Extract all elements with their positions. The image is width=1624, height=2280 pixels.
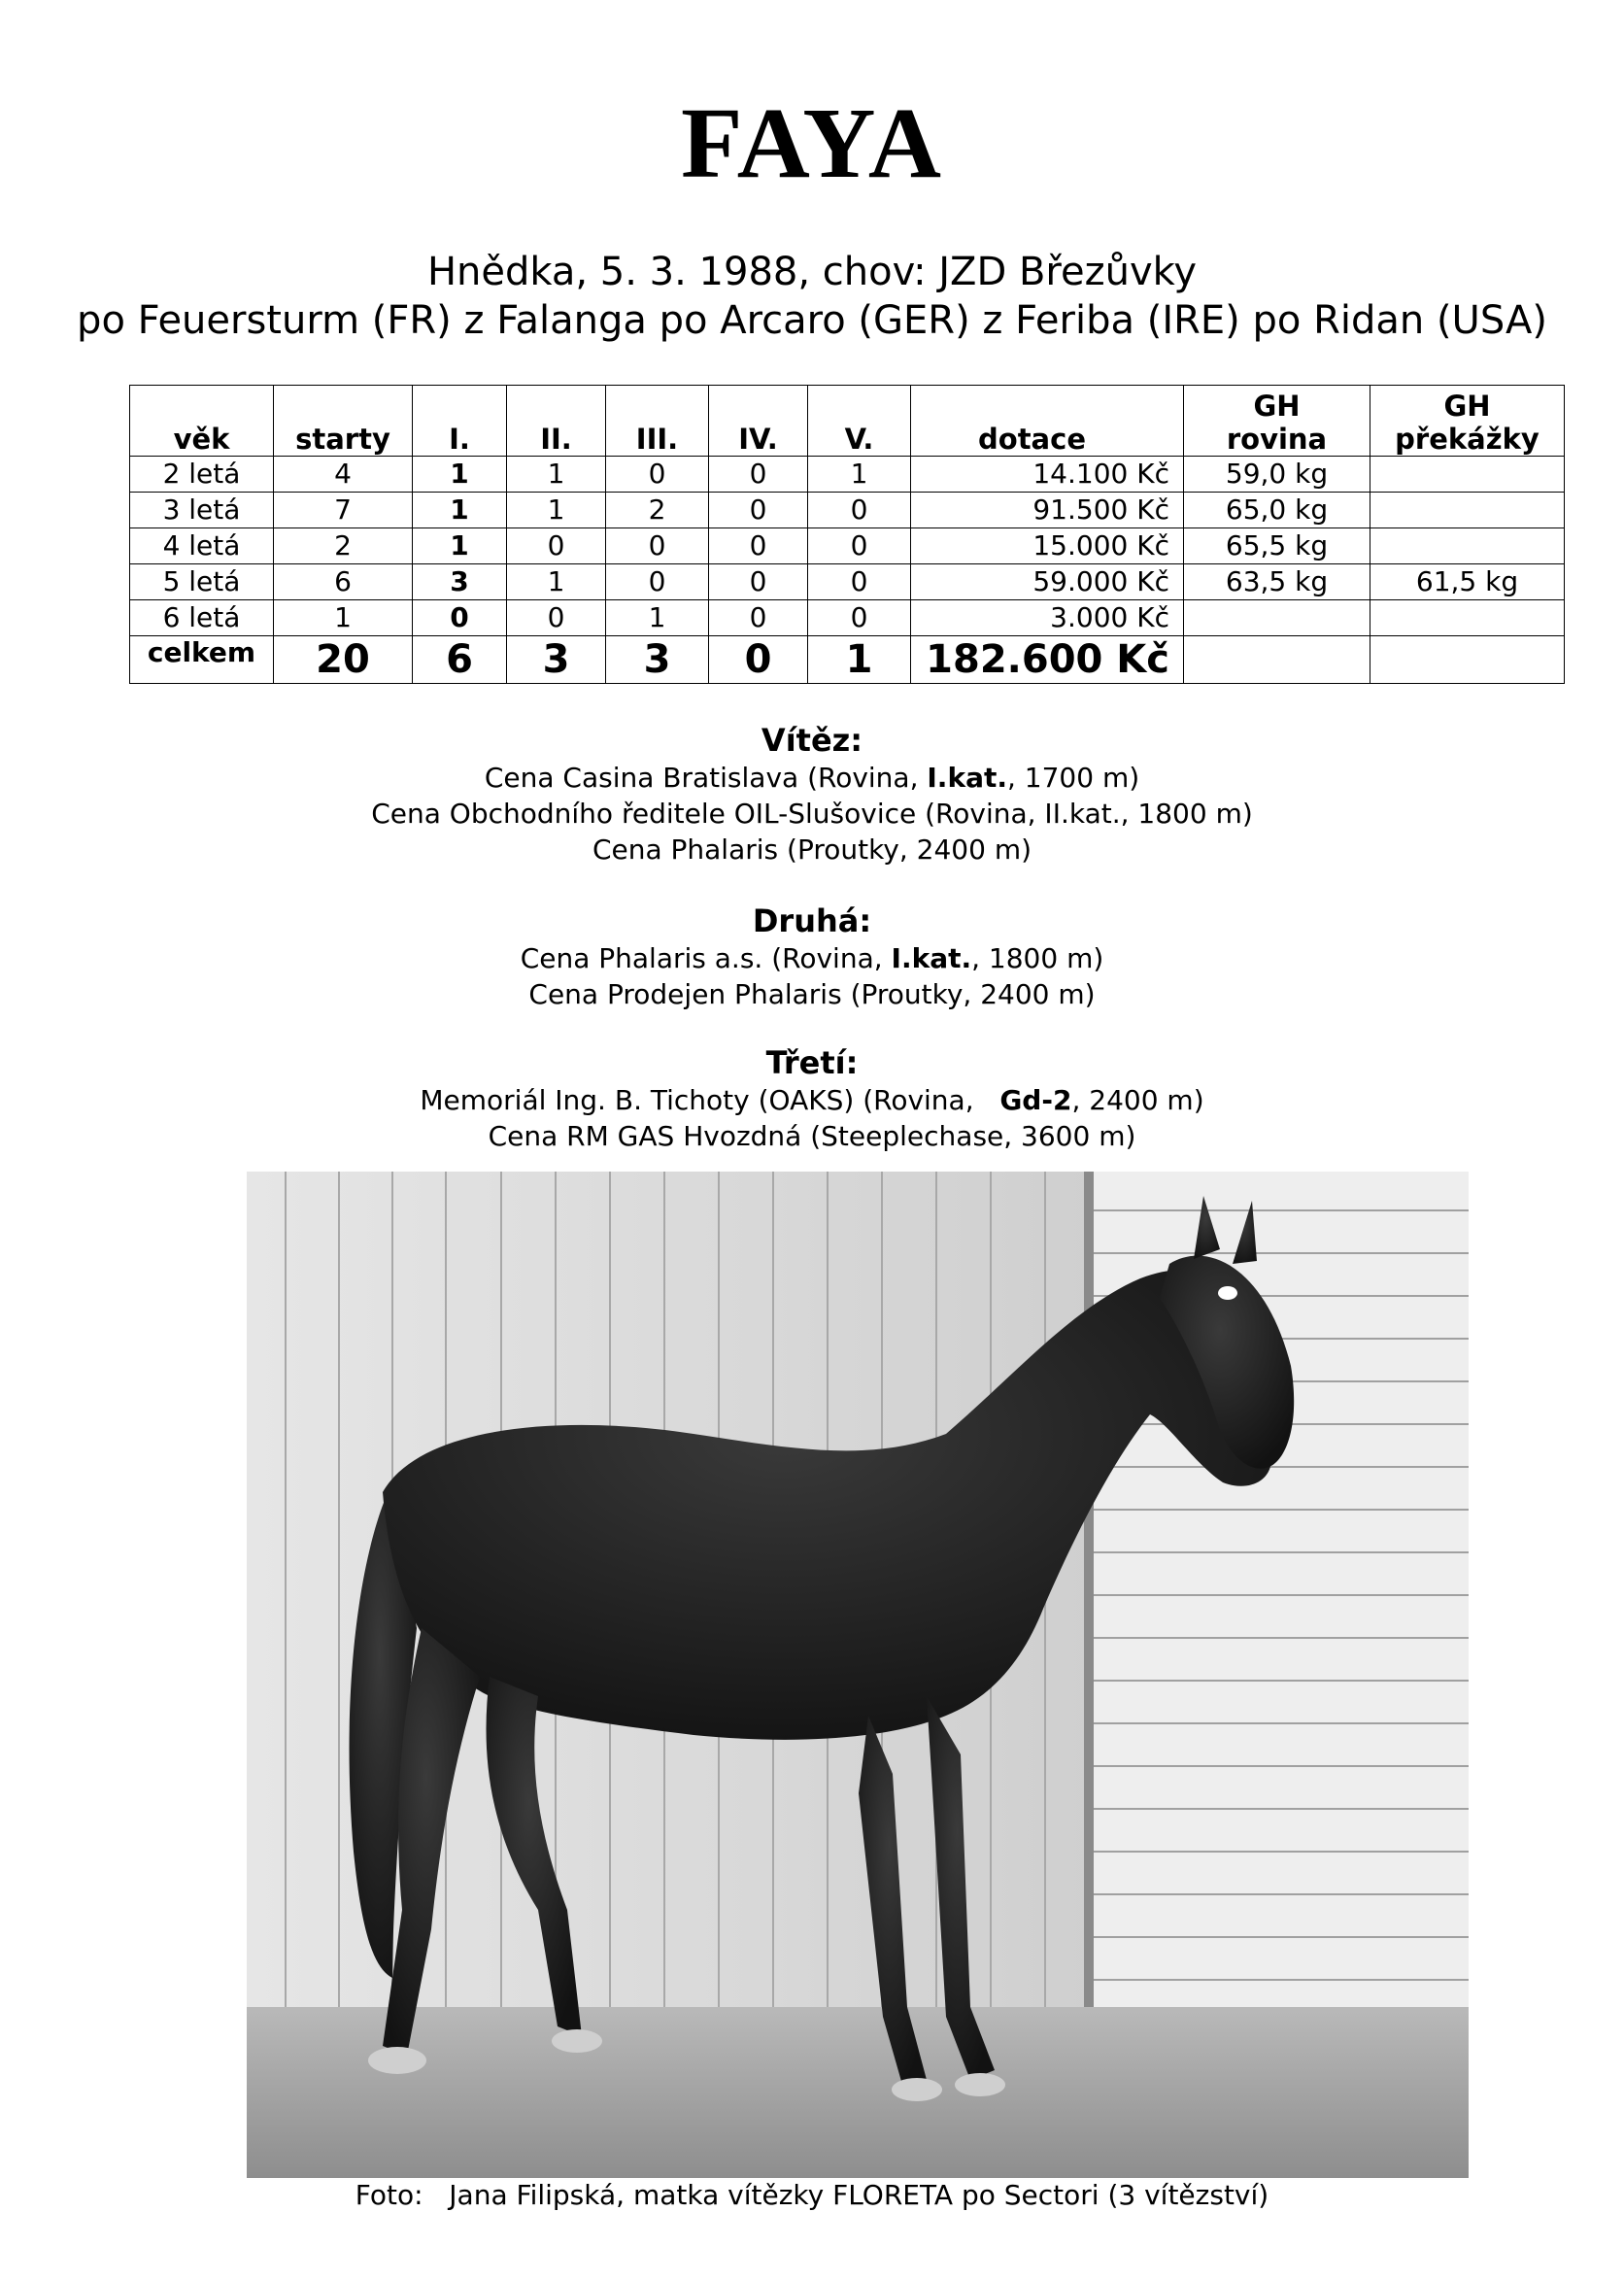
winner-heading: Vítěz: [761, 722, 863, 759]
cell-second: 1 [507, 564, 606, 600]
winner-race-2: Cena Obchodního ředitele OIL-Slušovice (Rovina, II.kat., 1800 m) [371, 798, 1253, 830]
second-race-1 [0, 940, 1624, 976]
table-row [130, 493, 1565, 528]
cell-fifth: 0 [808, 493, 911, 528]
cell-third: 2 [606, 493, 709, 528]
cell-first: 3 [413, 564, 507, 600]
second-heading: Druhá: [752, 902, 872, 939]
table-header-row [130, 386, 1565, 457]
cell-fifth: 0 [808, 600, 911, 636]
cell-fourth: 0 [709, 600, 808, 636]
cell-first: 1 [413, 457, 507, 493]
cell-starts: 4 [274, 457, 413, 493]
cell-third: 0 [606, 528, 709, 564]
header-gh-flat [1184, 386, 1370, 457]
second-race-1-text: Cena Phalaris a.s. (Rovina, [520, 942, 892, 974]
header-third: III. [606, 386, 709, 457]
cell-fifth: 0 [808, 564, 911, 600]
cell-total-starts: 20 [274, 636, 413, 684]
third-race-1 [0, 1082, 1624, 1118]
cell-gh-flat [1184, 600, 1370, 636]
winner-race-1-category: I.kat. [927, 762, 1007, 794]
second-race-1-category: I.kat. [891, 942, 972, 974]
cell-total-second: 3 [507, 636, 606, 684]
photo-caption: Foto: Jana Filipská, matka vítězky FLORETA po Sectori (3 vítězství) [355, 2179, 1269, 2211]
table-row [130, 457, 1565, 493]
cell-third: 1 [606, 600, 709, 636]
cell-fourth: 0 [709, 564, 808, 600]
cell-first: 1 [413, 528, 507, 564]
cell-total-label: celkem [130, 636, 274, 684]
header-gh-jump [1370, 386, 1565, 457]
cell-fifth: 0 [808, 528, 911, 564]
race-stats-table [129, 385, 1565, 684]
winner-race-1 [0, 760, 1624, 796]
cell-total-fourth: 0 [709, 636, 808, 684]
cell-age: 6 letá [130, 600, 274, 636]
cell-gh-jump [1370, 528, 1565, 564]
horse-photo [247, 1172, 1469, 2178]
cell-second: 0 [507, 528, 606, 564]
cell-gh-flat: 65,0 kg [1184, 493, 1370, 528]
winner-section [0, 721, 1624, 868]
cell-total-fifth: 1 [808, 636, 911, 684]
cell-gh-jump: 61,5 kg [1370, 564, 1565, 600]
cell-age: 4 letá [130, 528, 274, 564]
third-race-1-tail: , 2400 m) [1071, 1084, 1204, 1116]
cell-starts: 7 [274, 493, 413, 528]
cell-gh-flat: 63,5 kg [1184, 564, 1370, 600]
table-row [130, 600, 1565, 636]
cell-fifth: 1 [808, 457, 911, 493]
cell-fourth: 0 [709, 457, 808, 493]
cell-total-gh-jump [1370, 636, 1565, 684]
horse-description: Hnědka, 5. 3. 1988, chov: JZD Březůvky [426, 250, 1198, 294]
header-second: II. [507, 386, 606, 457]
header-fifth: V. [808, 386, 911, 457]
header-prize: dotace [911, 386, 1184, 457]
cell-first: 1 [413, 493, 507, 528]
third-race-1-text: Memoriál Ing. B. Tichoty (OAKS) (Rovina, [420, 1084, 1000, 1116]
header-starts: starty [274, 386, 413, 457]
pedigree-line: po Feuersturm (FR) z Falanga po Arcaro (GER) z Feriba (IRE) po Ridan (USA) [77, 298, 1547, 343]
cell-gh-jump [1370, 600, 1565, 636]
cell-prize: 59.000 Kč [911, 564, 1184, 600]
second-race-1-tail: , 1800 m) [971, 942, 1104, 974]
winner-race-1-tail: , 1700 m) [1006, 762, 1140, 794]
cell-third: 0 [606, 564, 709, 600]
cell-starts: 6 [274, 564, 413, 600]
cell-fourth: 0 [709, 528, 808, 564]
cell-prize: 15.000 Kč [911, 528, 1184, 564]
cell-prize: 91.500 Kč [911, 493, 1184, 528]
header-gh-flat-line1: GH [1253, 390, 1301, 423]
cell-age: 5 letá [130, 564, 274, 600]
cell-age: 3 letá [130, 493, 274, 528]
cell-prize: 14.100 Kč [911, 457, 1184, 493]
cell-fourth: 0 [709, 493, 808, 528]
third-race-1-category: Gd-2 [999, 1084, 1072, 1116]
cell-total-third: 3 [606, 636, 709, 684]
cell-second: 1 [507, 493, 606, 528]
header-first: I. [413, 386, 507, 457]
header-fourth: IV. [709, 386, 808, 457]
winner-race-3: Cena Phalaris (Proutky, 2400 m) [592, 834, 1032, 866]
cell-gh-jump [1370, 493, 1565, 528]
cell-first: 0 [413, 600, 507, 636]
horse-photo-illustration [247, 1172, 1469, 2178]
cell-total-first: 6 [413, 636, 507, 684]
cell-age: 2 letá [130, 457, 274, 493]
third-heading: Třetí: [765, 1044, 859, 1081]
header-gh-flat-line2: rovina [1226, 423, 1328, 456]
table-row [130, 564, 1565, 600]
cell-second: 1 [507, 457, 606, 493]
table-total-row [130, 636, 1565, 684]
cell-gh-jump [1370, 457, 1565, 493]
cell-total-prize: 182.600 Kč [911, 636, 1184, 684]
cell-prize: 3.000 Kč [911, 600, 1184, 636]
cell-third: 0 [606, 457, 709, 493]
cell-starts: 2 [274, 528, 413, 564]
second-race-2: Cena Prodejen Phalaris (Proutky, 2400 m) [528, 978, 1096, 1010]
cell-total-gh-flat [1184, 636, 1370, 684]
third-place-section [0, 1043, 1624, 1154]
header-gh-jump-line2: překážky [1395, 423, 1539, 456]
cell-gh-flat: 59,0 kg [1184, 457, 1370, 493]
winner-race-1-text: Cena Casina Bratislava (Rovina, [484, 762, 928, 794]
second-place-section [0, 902, 1624, 1012]
header-age: věk [130, 386, 274, 457]
cell-gh-flat: 65,5 kg [1184, 528, 1370, 564]
header-gh-jump-line1: GH [1443, 390, 1491, 423]
table-row [130, 528, 1565, 564]
cell-second: 0 [507, 600, 606, 636]
third-race-2: Cena RM GAS Hvozdná (Steeplechase, 3600 m) [488, 1120, 1136, 1152]
page-title: FAYA [680, 87, 944, 199]
cell-starts: 1 [274, 600, 413, 636]
